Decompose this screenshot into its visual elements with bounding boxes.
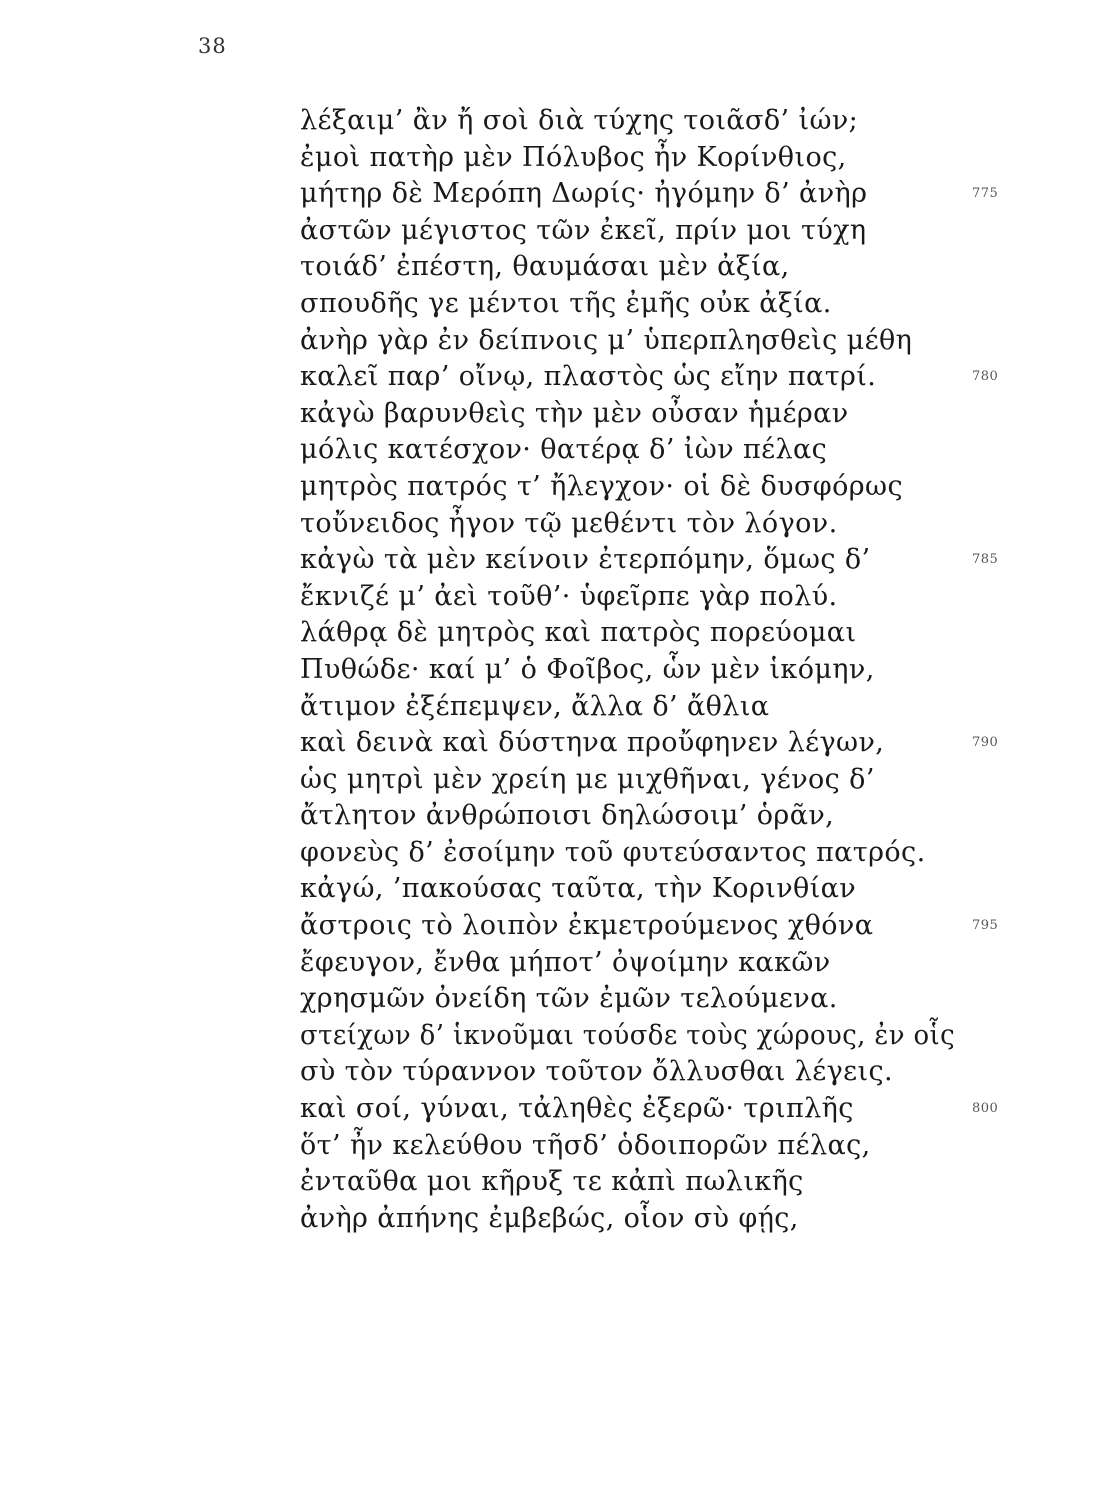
verse-line (300, 432, 1000, 469)
line-number: 780 (972, 369, 999, 385)
verse-line (300, 689, 1000, 726)
verse-line (300, 249, 1000, 286)
verse-line (300, 1091, 1000, 1128)
verse-text: ἀνὴρ ἀπήνης ἐμβεβώς, οἷον σὺ φῄς, (300, 1202, 799, 1234)
verse-text: καλεῖ παρ’ οἴνῳ, πλαστὸς ὡς εἴην πατρί. (300, 361, 877, 393)
verse-block (300, 103, 1000, 1237)
verse-text: φονεὺς δ’ ἐσοίμην τοῦ φυτεύσαντος πατρός. (300, 836, 926, 868)
verse-text: κἀγὼ βαρυνθεὶς τὴν μὲν οὖσαν ἡμέραν (300, 397, 849, 429)
verse-line (300, 725, 1000, 762)
verse-text: ὡς μητρὶ μὲν χρείη με μιχθῆναι, γένος δ’ (300, 763, 875, 795)
verse-line (300, 1201, 1000, 1238)
verse-line (300, 652, 1000, 689)
verse-line (300, 140, 1000, 177)
verse-line (300, 798, 1000, 835)
line-number: 775 (972, 186, 999, 202)
verse-line (300, 176, 1000, 213)
verse-line (300, 506, 1000, 543)
verse-text: λάθρᾳ δὲ μητρὸς καὶ πατρὸς πορεύομαι (300, 617, 857, 649)
verse-text: καὶ σοί, γύναι, τἀληθὲς ἐξερῶ· τριπλῆς (300, 1093, 854, 1125)
page-number: 38 (198, 34, 227, 58)
verse-text: σπουδῆς γε μέντοι τῆς ἐμῆς οὐκ ἀξία. (300, 287, 832, 319)
verse-text: μητρὸς πατρός τ’ ἤλεγχον· οἱ δὲ δυσφόρως (300, 470, 903, 502)
verse-line (300, 286, 1000, 323)
verse-line (300, 871, 1000, 908)
verse-line (300, 762, 1000, 799)
line-number: 795 (972, 918, 999, 934)
verse-text: μόλις κατέσχον· θατέρᾳ δ’ ἰὼν πέλας (300, 434, 828, 466)
verse-text: στείχων δ’ ἱκνοῦμαι τούσδε τοὺς χώρους, ἐν οἷς (300, 1019, 955, 1051)
verse-line (300, 945, 1000, 982)
verse-text: τοιάδ’ ἐπέστη, θαυμάσαι μὲν ἀξία, (300, 251, 790, 283)
verse-text: κἀγὼ τὰ μὲν κείνοιν ἐτερπόμην, ὅμως δ’ (300, 544, 871, 576)
verse-text: ἐμοὶ πατὴρ μὲν Πόλυβος ἦν Κορίνθιος, (300, 141, 847, 173)
verse-text: ἄτλητον ἀνθρώποισι δηλώσοιμ’ ὁρᾶν, (300, 800, 835, 832)
verse-text: ἀστῶν μέγιστος τῶν ἐκεῖ, πρίν μοι τύχη (300, 214, 867, 246)
verse-line (300, 579, 1000, 616)
verse-line (300, 396, 1000, 433)
verse-line (300, 213, 1000, 250)
verse-text: κἀγώ, ’πακούσας ταῦτα, τὴν Κορινθίαν (300, 873, 857, 905)
verse-text: Πυθώδε· καί μ’ ὁ Φοῖβος, ὧν μὲν ἱκόμην, (300, 653, 875, 685)
verse-text: ἀνὴρ γὰρ ἐν δείπνοις μ’ ὑπερπλησθεὶς μέθη (300, 324, 913, 356)
verse-line (300, 103, 1000, 140)
verse-line (300, 542, 1000, 579)
verse-line (300, 1054, 1000, 1091)
verse-line (300, 981, 1000, 1018)
line-number: 790 (972, 735, 999, 751)
verse-text: καὶ δεινὰ καὶ δύστηνα προὔφηνεν λέγων, (300, 727, 885, 759)
line-number: 800 (972, 1101, 999, 1117)
verse-line (300, 323, 1000, 360)
verse-text: ἔφευγον, ἔνθα μήποτ’ ὀψοίμην κακῶν (300, 946, 831, 978)
verse-text: μήτηρ δὲ Μερόπη Δωρίς· ἠγόμην δ’ ἀνὴρ (300, 178, 868, 210)
verse-text: ἄτιμον ἐξέπεμψεν, ἄλλα δ’ ἄθλια (300, 690, 770, 722)
verse-text: τοὔνειδος ἦγον τῷ μεθέντι τὸν λόγον. (300, 507, 838, 539)
line-number: 785 (972, 552, 999, 568)
verse-text: ἔκνιζέ μ’ ἀεὶ τοῦθ’· ὑφεῖρπε γὰρ πολύ. (300, 580, 838, 612)
verse-text: ὅτ’ ἦν κελεύθου τῆσδ’ ὁδοιπορῶν πέλας, (300, 1129, 871, 1161)
verse-line (300, 908, 1000, 945)
verse-text: ἄστροις τὸ λοιπὸν ἐκμετρούμενος χθόνα (300, 910, 874, 942)
verse-text: λέξαιμ’ ἂν ἤ σοὶ διὰ τύχης τοιᾶσδ’ ἰών; (300, 105, 859, 136)
verse-line (300, 469, 1000, 506)
verse-text: ἐνταῦθα μοι κῆρυξ τε κἀπὶ πωλικῆς (300, 1166, 804, 1198)
verse-line (300, 835, 1000, 872)
verse-text: σὺ τὸν τύραννον τοῦτον ὄλλυσθαι λέγεις. (300, 1056, 894, 1088)
verse-line (300, 1018, 1000, 1055)
verse-text: χρησμῶν ὀνείδη τῶν ἐμῶν τελούμενα. (300, 983, 838, 1015)
verse-line (300, 359, 1000, 396)
verse-line (300, 615, 1000, 652)
verse-line (300, 1128, 1000, 1165)
verse-line (300, 1164, 1000, 1201)
